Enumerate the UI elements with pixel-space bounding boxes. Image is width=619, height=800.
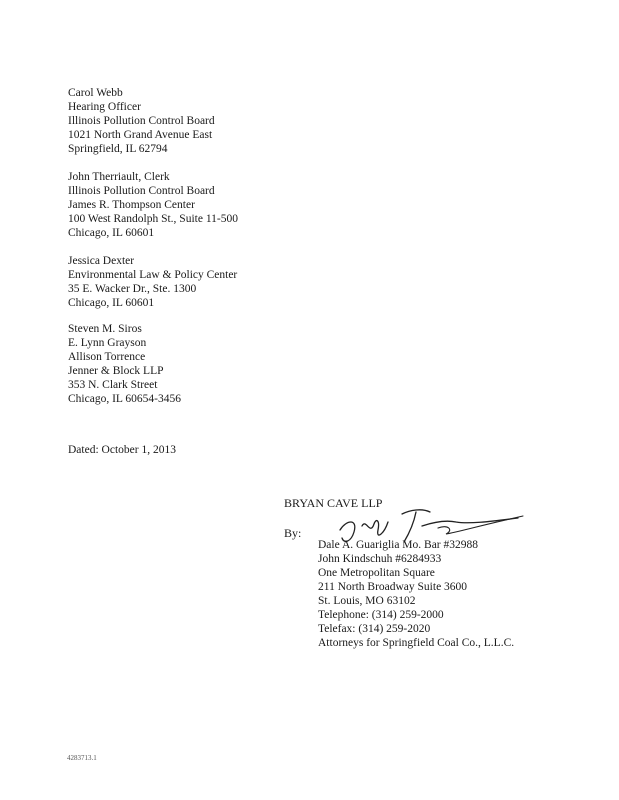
address-line: Steven M. Siros <box>68 323 142 335</box>
address-line: Allison Torrence <box>68 351 146 363</box>
recipient-block-hearing-officer <box>68 86 215 156</box>
address-line: 35 E. Wacker Dr., Ste. 1300 <box>68 283 197 295</box>
signature-block <box>318 538 514 650</box>
signature-line: Telefax: (314) 259-2020 <box>318 623 431 635</box>
address-line: Chicago, IL 60601 <box>68 297 155 309</box>
dated-line: Dated: October 1, 2013 <box>68 444 176 456</box>
address-line: 353 N. Clark Street <box>68 379 158 391</box>
recipient-block-elpc <box>68 254 237 310</box>
address-line: Chicago, IL 60601 <box>68 227 155 239</box>
address-line: 1021 North Grand Avenue East <box>68 129 213 141</box>
document-id-footer: 4283713.1 <box>67 754 97 762</box>
signature-line: One Metropolitan Square <box>318 567 435 579</box>
address-line: Environmental Law & Policy Center <box>68 269 238 281</box>
address-line: Chicago, IL 60654-3456 <box>68 393 181 405</box>
signature-line: St. Louis, MO 63102 <box>318 595 416 607</box>
signature-line: Attorneys for Springfield Coal Co., L.L.C. <box>318 637 515 649</box>
address-line: John Therriault, Clerk <box>68 171 170 183</box>
address-line: Jenner & Block LLP <box>68 365 164 377</box>
address-line: Carol Webb <box>68 87 123 99</box>
signature-line: John Kindschuh #6284933 <box>318 553 442 565</box>
address-line: Illinois Pollution Control Board <box>68 185 215 197</box>
address-line: Illinois Pollution Control Board <box>68 115 215 127</box>
address-line: 100 West Randolph St., Suite 11-500 <box>68 213 238 225</box>
address-line: James R. Thompson Center <box>68 199 195 211</box>
address-line: E. Lynn Grayson <box>68 337 147 349</box>
recipient-block-jenner-block <box>68 322 181 406</box>
address-line: Hearing Officer <box>68 101 141 113</box>
signature-line: Telephone: (314) 259-2000 <box>318 609 444 621</box>
signature-line: Dale A. Guariglia Mo. Bar #32988 <box>318 539 479 551</box>
address-line: Jessica Dexter <box>68 255 135 267</box>
by-label: By: <box>284 526 302 540</box>
firm-name: BRYAN CAVE LLP <box>284 496 383 510</box>
address-line: Springfield, IL 62794 <box>68 143 168 155</box>
signature-line: 211 North Broadway Suite 3600 <box>318 581 468 593</box>
recipient-block-clerk <box>68 170 238 240</box>
